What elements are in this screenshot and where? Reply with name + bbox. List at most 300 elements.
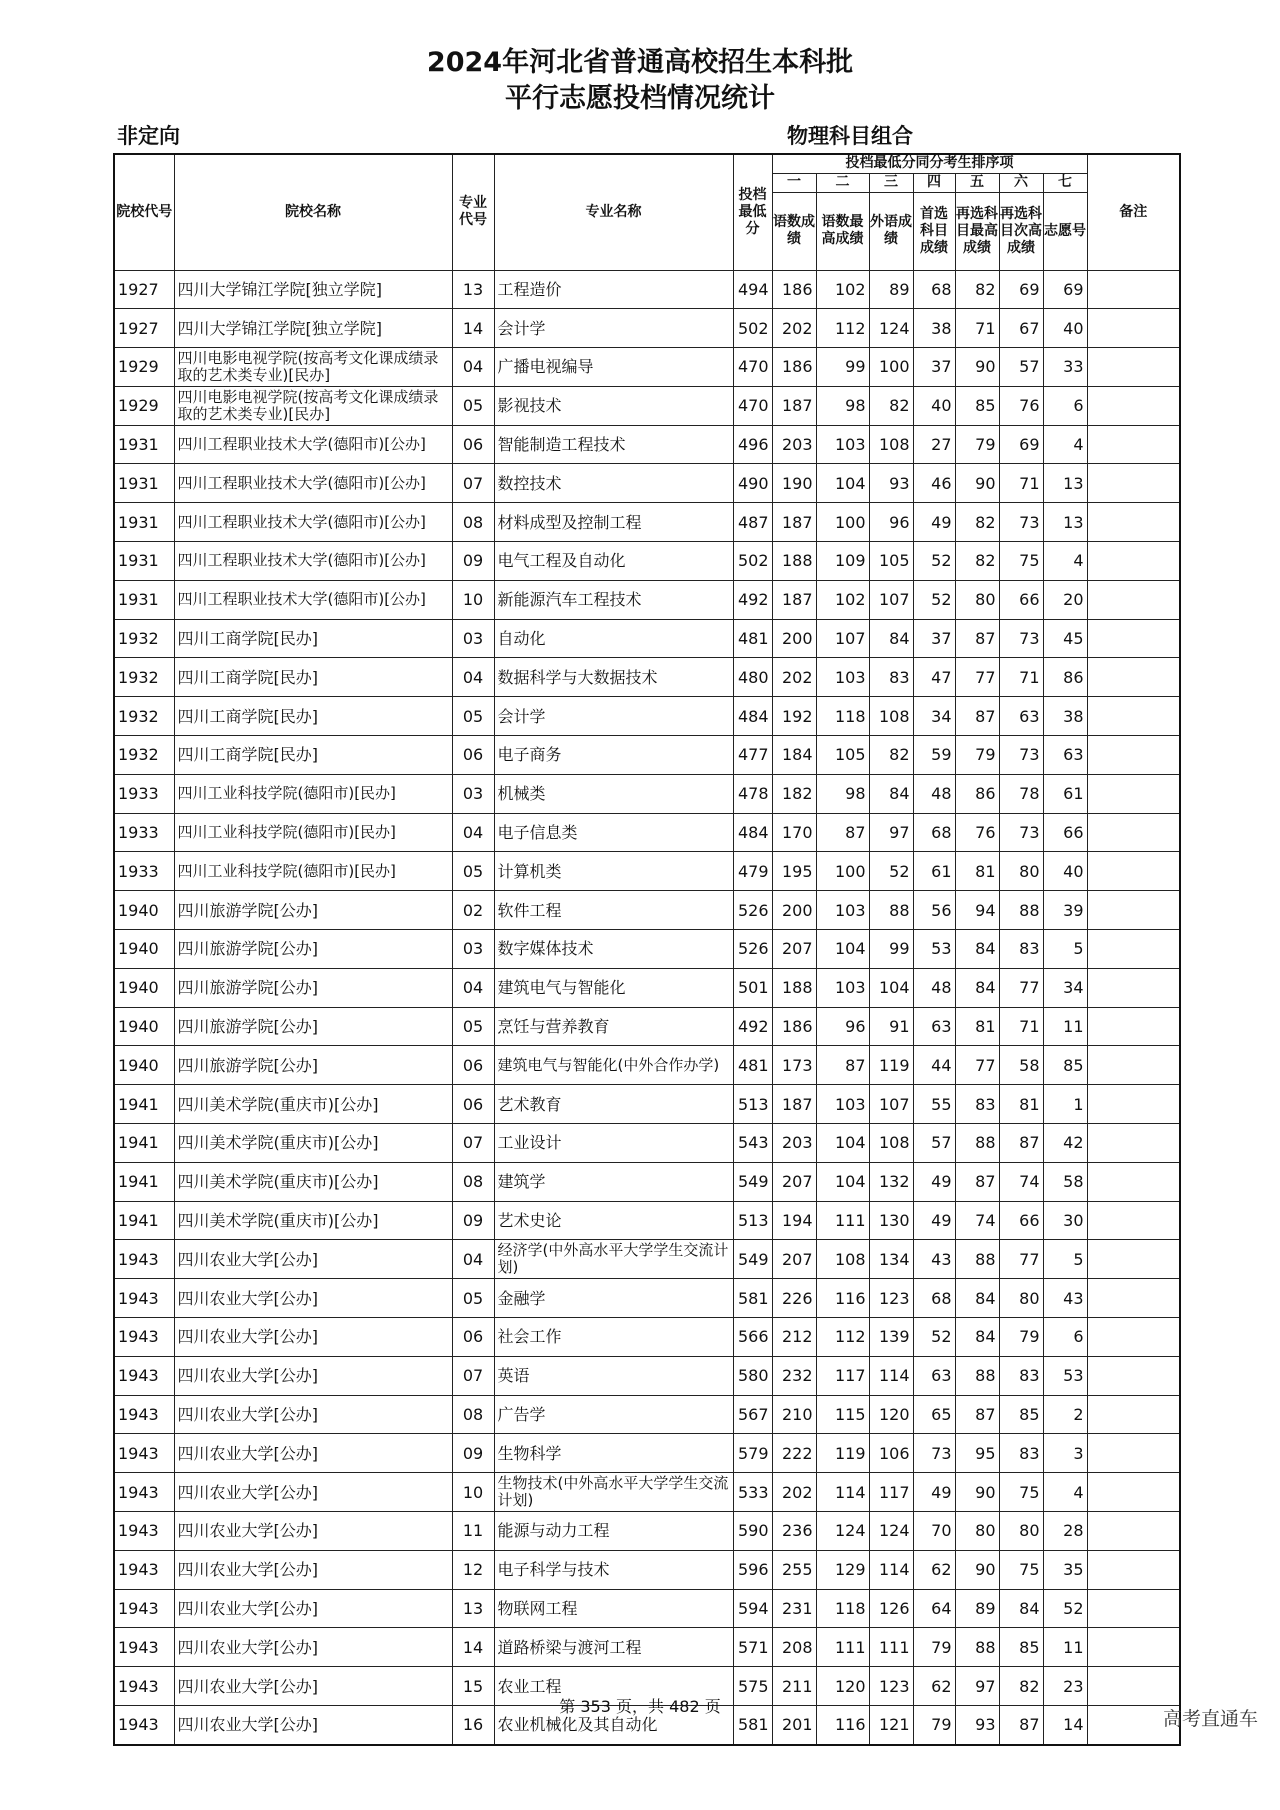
- table-row: [114, 891, 1180, 930]
- category-label: 非定向: [117, 124, 180, 148]
- cell-score-3: 111: [869, 1628, 913, 1667]
- cell-score-6: 71: [999, 1007, 1043, 1046]
- cell-school-code: 1941: [114, 1162, 174, 1201]
- cell-min-score: 481: [733, 619, 772, 658]
- cell-min-score: 513: [733, 1201, 772, 1240]
- cell-school-code: 1932: [114, 619, 174, 658]
- cell-major-name: 广告学: [494, 1395, 733, 1434]
- cell-school-name: 四川工商学院[民办]: [174, 619, 452, 658]
- cell-major-code: 07: [452, 1124, 494, 1163]
- cell-choice-no: 85: [1043, 1046, 1087, 1085]
- cell-score-1: 203: [772, 1124, 816, 1163]
- cell-score-2: 116: [816, 1705, 869, 1744]
- cell-remark: [1087, 658, 1180, 697]
- cell-school-name: 四川电影电视学院(按高考文化课成绩录取的艺术类专业)[民办]: [174, 348, 452, 387]
- cell-choice-no: 13: [1043, 503, 1087, 542]
- cell-score-5: 90: [955, 1550, 999, 1589]
- cell-score-4: 68: [913, 813, 955, 852]
- cell-major-code: 06: [452, 425, 494, 464]
- cell-score-2: 118: [816, 697, 869, 736]
- cell-score-3: 108: [869, 697, 913, 736]
- cell-choice-no: 58: [1043, 1162, 1087, 1201]
- cell-choice-no: 1: [1043, 1085, 1087, 1124]
- header-major-code: 专业代号: [452, 154, 494, 270]
- cell-major-code: 05: [452, 1007, 494, 1046]
- cell-score-5: 71: [955, 309, 999, 348]
- table-row: [114, 270, 1180, 309]
- cell-score-6: 77: [999, 968, 1043, 1007]
- cell-score-2: 102: [816, 270, 869, 309]
- cell-score-2: 102: [816, 580, 869, 619]
- cell-major-name: 数字媒体技术: [494, 930, 733, 969]
- cell-major-code: 03: [452, 774, 494, 813]
- cell-score-3: 124: [869, 1512, 913, 1551]
- cell-score-1: 232: [772, 1356, 816, 1395]
- cell-score-3: 82: [869, 736, 913, 775]
- table-row: [114, 503, 1180, 542]
- cell-min-score: 566: [733, 1318, 772, 1357]
- cell-major-code: 07: [452, 1356, 494, 1395]
- cell-score-6: 83: [999, 930, 1043, 969]
- cell-score-5: 90: [955, 464, 999, 503]
- header-min-score: 投档最低分: [733, 154, 772, 270]
- cell-score-5: 86: [955, 774, 999, 813]
- cell-score-5: 80: [955, 580, 999, 619]
- cell-score-5: 87: [955, 619, 999, 658]
- cell-score-2: 129: [816, 1550, 869, 1589]
- cell-min-score: 478: [733, 774, 772, 813]
- cell-score-4: 68: [913, 1279, 955, 1318]
- cell-score-5: 79: [955, 736, 999, 775]
- cell-major-code: 05: [452, 697, 494, 736]
- cell-score-6: 73: [999, 813, 1043, 852]
- cell-score-3: 96: [869, 503, 913, 542]
- cell-score-5: 81: [955, 852, 999, 891]
- cell-school-code: 1943: [114, 1318, 174, 1357]
- cell-school-name: 四川旅游学院[公办]: [174, 968, 452, 1007]
- cell-min-score: 480: [733, 658, 772, 697]
- cell-score-3: 104: [869, 968, 913, 1007]
- cell-major-name: 工程造价: [494, 270, 733, 309]
- cell-school-code: 1932: [114, 658, 174, 697]
- cell-score-2: 103: [816, 658, 869, 697]
- cell-major-name: 数据科学与大数据技术: [494, 658, 733, 697]
- cell-major-code: 12: [452, 1550, 494, 1589]
- cell-score-6: 75: [999, 1550, 1043, 1589]
- header-order: 五: [955, 173, 999, 192]
- cell-score-1: 208: [772, 1628, 816, 1667]
- cell-score-5: 90: [955, 348, 999, 387]
- cell-school-name: 四川农业大学[公办]: [174, 1279, 452, 1318]
- cell-score-6: 66: [999, 580, 1043, 619]
- cell-choice-no: 86: [1043, 658, 1087, 697]
- cell-major-code: 05: [452, 1279, 494, 1318]
- cell-min-score: 594: [733, 1589, 772, 1628]
- table-row: [114, 580, 1180, 619]
- cell-score-3: 123: [869, 1667, 913, 1706]
- cell-major-name: 英语: [494, 1356, 733, 1395]
- table-row: [114, 852, 1180, 891]
- cell-choice-no: 6: [1043, 1318, 1087, 1357]
- cell-score-3: 132: [869, 1162, 913, 1201]
- cell-score-4: 79: [913, 1705, 955, 1744]
- header-col: 语数最高成绩: [816, 192, 869, 270]
- cell-school-code: 1941: [114, 1201, 174, 1240]
- cell-school-code: 1943: [114, 1356, 174, 1395]
- cell-school-code: 1932: [114, 736, 174, 775]
- table-row: [114, 1473, 1180, 1512]
- cell-score-1: 173: [772, 1046, 816, 1085]
- cell-school-code: 1929: [114, 348, 174, 387]
- header-col: 志愿号: [1043, 192, 1087, 270]
- cell-score-6: 87: [999, 1124, 1043, 1163]
- cell-score-3: 107: [869, 580, 913, 619]
- cell-score-5: 83: [955, 1085, 999, 1124]
- cell-score-2: 115: [816, 1395, 869, 1434]
- cell-major-code: 05: [452, 852, 494, 891]
- cell-score-3: 123: [869, 1279, 913, 1318]
- cell-score-5: 84: [955, 930, 999, 969]
- cell-major-name: 生物科学: [494, 1434, 733, 1473]
- cell-score-3: 114: [869, 1550, 913, 1589]
- table-row: [114, 1589, 1180, 1628]
- cell-score-2: 104: [816, 1162, 869, 1201]
- cell-score-2: 103: [816, 891, 869, 930]
- cell-major-code: 05: [452, 386, 494, 425]
- cell-major-name: 电子信息类: [494, 813, 733, 852]
- cell-remark: [1087, 1434, 1180, 1473]
- cell-score-6: 73: [999, 619, 1043, 658]
- cell-min-score: 492: [733, 580, 772, 619]
- cell-min-score: 496: [733, 425, 772, 464]
- cell-school-name: 四川旅游学院[公办]: [174, 930, 452, 969]
- cell-score-3: 89: [869, 270, 913, 309]
- cell-score-1: 203: [772, 425, 816, 464]
- cell-remark: [1087, 1473, 1180, 1512]
- table-row: [114, 1434, 1180, 1473]
- cell-score-5: 87: [955, 1395, 999, 1434]
- cell-score-4: 44: [913, 1046, 955, 1085]
- cell-score-6: 75: [999, 542, 1043, 581]
- cell-score-2: 120: [816, 1667, 869, 1706]
- cell-min-score: 481: [733, 1046, 772, 1085]
- cell-score-5: 74: [955, 1201, 999, 1240]
- cell-score-3: 124: [869, 309, 913, 348]
- cell-score-4: 68: [913, 270, 955, 309]
- cell-score-6: 75: [999, 1473, 1043, 1512]
- cell-min-score: 533: [733, 1473, 772, 1512]
- cell-choice-no: 2: [1043, 1395, 1087, 1434]
- cell-school-name: 四川农业大学[公办]: [174, 1550, 452, 1589]
- cell-score-1: 187: [772, 1085, 816, 1124]
- cell-school-name: 四川农业大学[公办]: [174, 1240, 452, 1279]
- header-col: 再选科目次高成绩: [999, 192, 1043, 270]
- cell-choice-no: 4: [1043, 542, 1087, 581]
- cell-school-name: 四川美术学院(重庆市)[公办]: [174, 1162, 452, 1201]
- cell-school-name: 四川农业大学[公办]: [174, 1628, 452, 1667]
- cell-remark: [1087, 1201, 1180, 1240]
- cell-school-name: 四川工程职业技术大学(德阳市)[公办]: [174, 425, 452, 464]
- cell-min-score: 502: [733, 542, 772, 581]
- cell-score-3: 82: [869, 386, 913, 425]
- header-order: 七: [1043, 173, 1087, 192]
- cell-remark: [1087, 1628, 1180, 1667]
- header-rank-group: 投档最低分同分考生排序项: [772, 154, 1087, 173]
- cell-min-score: 581: [733, 1705, 772, 1744]
- header-col: 首选科目成绩: [913, 192, 955, 270]
- cell-major-name: 智能制造工程技术: [494, 425, 733, 464]
- cell-score-2: 109: [816, 542, 869, 581]
- cell-remark: [1087, 968, 1180, 1007]
- cell-school-name: 四川农业大学[公办]: [174, 1395, 452, 1434]
- cell-score-5: 79: [955, 425, 999, 464]
- cell-score-3: 106: [869, 1434, 913, 1473]
- cell-score-3: 52: [869, 852, 913, 891]
- header-school-name: 院校名称: [174, 154, 452, 270]
- table-row: [114, 1085, 1180, 1124]
- cell-major-code: 04: [452, 348, 494, 387]
- cell-school-code: 1941: [114, 1124, 174, 1163]
- cell-score-4: 34: [913, 697, 955, 736]
- cell-school-name: 四川大学锦江学院[独立学院]: [174, 270, 452, 309]
- cell-score-3: 108: [869, 425, 913, 464]
- cell-score-2: 114: [816, 1473, 869, 1512]
- cell-school-code: 1931: [114, 425, 174, 464]
- cell-choice-no: 39: [1043, 891, 1087, 930]
- cell-school-name: 四川工程职业技术大学(德阳市)[公办]: [174, 464, 452, 503]
- cell-score-6: 63: [999, 697, 1043, 736]
- cell-school-code: 1932: [114, 697, 174, 736]
- cell-score-4: 56: [913, 891, 955, 930]
- cell-score-3: 84: [869, 774, 913, 813]
- cell-score-3: 107: [869, 1085, 913, 1124]
- cell-school-name: 四川工商学院[民办]: [174, 658, 452, 697]
- cell-choice-no: 30: [1043, 1201, 1087, 1240]
- cell-min-score: 501: [733, 968, 772, 1007]
- cell-score-4: 63: [913, 1007, 955, 1046]
- cell-min-score: 579: [733, 1434, 772, 1473]
- cell-min-score: 549: [733, 1240, 772, 1279]
- cell-score-6: 57: [999, 348, 1043, 387]
- cell-score-1: 187: [772, 503, 816, 542]
- cell-score-5: 84: [955, 968, 999, 1007]
- cell-remark: [1087, 619, 1180, 658]
- cell-score-3: 117: [869, 1473, 913, 1512]
- cell-major-name: 电子商务: [494, 736, 733, 775]
- cell-school-code: 1929: [114, 386, 174, 425]
- cell-score-5: 88: [955, 1356, 999, 1395]
- table-row: [114, 1550, 1180, 1589]
- cell-score-5: 82: [955, 503, 999, 542]
- header-remark: 备注: [1087, 154, 1180, 270]
- cell-score-1: 202: [772, 1473, 816, 1512]
- cell-major-name: 生物技术(中外高水平大学学生交流计划): [494, 1473, 733, 1512]
- cell-score-1: 192: [772, 697, 816, 736]
- cell-school-name: 四川工业科技学院(德阳市)[民办]: [174, 813, 452, 852]
- cell-min-score: 567: [733, 1395, 772, 1434]
- cell-choice-no: 38: [1043, 697, 1087, 736]
- page-number: 第 353 页，共 482 页: [559, 1697, 721, 1716]
- cell-score-4: 65: [913, 1395, 955, 1434]
- cell-score-1: 202: [772, 658, 816, 697]
- header-col: 语数成绩: [772, 192, 816, 270]
- cell-score-5: 84: [955, 1279, 999, 1318]
- cell-score-4: 59: [913, 736, 955, 775]
- cell-school-name: 四川美术学院(重庆市)[公办]: [174, 1201, 452, 1240]
- cell-score-1: 207: [772, 1240, 816, 1279]
- cell-school-code: 1943: [114, 1667, 174, 1706]
- cell-major-code: 04: [452, 1240, 494, 1279]
- cell-school-name: 四川工业科技学院(德阳市)[民办]: [174, 852, 452, 891]
- cell-score-2: 119: [816, 1434, 869, 1473]
- cell-major-name: 软件工程: [494, 891, 733, 930]
- cell-score-1: 194: [772, 1201, 816, 1240]
- cell-major-code: 14: [452, 309, 494, 348]
- cell-score-1: 201: [772, 1705, 816, 1744]
- cell-score-6: 73: [999, 503, 1043, 542]
- cell-score-5: 84: [955, 1318, 999, 1357]
- cell-school-name: 四川工程职业技术大学(德阳市)[公办]: [174, 542, 452, 581]
- cell-choice-no: 52: [1043, 1589, 1087, 1628]
- cell-score-3: 84: [869, 619, 913, 658]
- cell-major-name: 农业机械化及其自动化: [494, 1705, 733, 1744]
- cell-min-score: 526: [733, 891, 772, 930]
- cell-remark: [1087, 1240, 1180, 1279]
- cell-min-score: 513: [733, 1085, 772, 1124]
- cell-school-name: 四川农业大学[公办]: [174, 1512, 452, 1551]
- cell-score-5: 77: [955, 658, 999, 697]
- cell-major-name: 计算机类: [494, 852, 733, 891]
- table-row: [114, 542, 1180, 581]
- cell-min-score: 502: [733, 309, 772, 348]
- cell-score-3: 126: [869, 1589, 913, 1628]
- cell-score-6: 71: [999, 658, 1043, 697]
- cell-major-code: 06: [452, 1085, 494, 1124]
- cell-score-5: 82: [955, 270, 999, 309]
- table-row: [114, 1046, 1180, 1085]
- cell-score-3: 93: [869, 464, 913, 503]
- cell-score-4: 70: [913, 1512, 955, 1551]
- cell-major-code: 16: [452, 1705, 494, 1744]
- cell-score-1: 211: [772, 1667, 816, 1706]
- header-school-code: 院校代号: [114, 154, 174, 270]
- cell-major-name: 会计学: [494, 697, 733, 736]
- cell-min-score: 477: [733, 736, 772, 775]
- cell-score-1: 202: [772, 309, 816, 348]
- cell-remark: [1087, 813, 1180, 852]
- cell-major-name: 电气工程及自动化: [494, 542, 733, 581]
- cell-score-3: 83: [869, 658, 913, 697]
- cell-score-6: 77: [999, 1240, 1043, 1279]
- cell-score-6: 85: [999, 1395, 1043, 1434]
- cell-score-5: 90: [955, 1473, 999, 1512]
- cell-school-name: 四川旅游学院[公办]: [174, 1046, 452, 1085]
- cell-score-2: 100: [816, 852, 869, 891]
- cell-school-name: 四川农业大学[公办]: [174, 1667, 452, 1706]
- cell-school-name: 四川大学锦江学院[独立学院]: [174, 309, 452, 348]
- table-row: [114, 1162, 1180, 1201]
- cell-min-score: 526: [733, 930, 772, 969]
- cell-score-6: 88: [999, 891, 1043, 930]
- cell-school-name: 四川美术学院(重庆市)[公办]: [174, 1085, 452, 1124]
- table-row: [114, 774, 1180, 813]
- table-row: [114, 968, 1180, 1007]
- cell-score-5: 85: [955, 386, 999, 425]
- cell-choice-no: 3: [1043, 1434, 1087, 1473]
- cell-score-2: 87: [816, 1046, 869, 1085]
- cell-school-name: 四川旅游学院[公办]: [174, 1007, 452, 1046]
- cell-score-6: 74: [999, 1162, 1043, 1201]
- cell-major-name: 艺术教育: [494, 1085, 733, 1124]
- cell-score-3: 139: [869, 1318, 913, 1357]
- cell-score-2: 104: [816, 1124, 869, 1163]
- cell-major-code: 09: [452, 1434, 494, 1473]
- cell-major-code: 02: [452, 891, 494, 930]
- cell-major-name: 建筑电气与智能化(中外合作办学): [494, 1046, 733, 1085]
- cell-school-code: 1927: [114, 309, 174, 348]
- table-row: [114, 1240, 1180, 1279]
- cell-score-5: 94: [955, 891, 999, 930]
- cell-remark: [1087, 1046, 1180, 1085]
- cell-remark: [1087, 1356, 1180, 1395]
- cell-score-1: 207: [772, 1162, 816, 1201]
- cell-score-6: 67: [999, 309, 1043, 348]
- table-row: [114, 1007, 1180, 1046]
- cell-score-2: 111: [816, 1628, 869, 1667]
- cell-major-name: 机械类: [494, 774, 733, 813]
- cell-school-name: 四川工程职业技术大学(德阳市)[公办]: [174, 580, 452, 619]
- cell-choice-no: 61: [1043, 774, 1087, 813]
- cell-score-3: 119: [869, 1046, 913, 1085]
- cell-major-code: 03: [452, 930, 494, 969]
- cell-score-1: 200: [772, 891, 816, 930]
- cell-score-3: 105: [869, 542, 913, 581]
- cell-score-4: 37: [913, 619, 955, 658]
- cell-school-code: 1943: [114, 1240, 174, 1279]
- cell-school-name: 四川工业科技学院(德阳市)[民办]: [174, 774, 452, 813]
- cell-score-1: 236: [772, 1512, 816, 1551]
- cell-choice-no: 35: [1043, 1550, 1087, 1589]
- cell-remark: [1087, 697, 1180, 736]
- header-order: 六: [999, 173, 1043, 192]
- cell-choice-no: 11: [1043, 1007, 1087, 1046]
- cell-school-code: 1940: [114, 1007, 174, 1046]
- cell-school-code: 1927: [114, 270, 174, 309]
- cell-major-code: 08: [452, 1162, 494, 1201]
- cell-major-code: 13: [452, 1589, 494, 1628]
- cell-score-4: 52: [913, 580, 955, 619]
- cell-choice-no: 45: [1043, 619, 1087, 658]
- cell-choice-no: 34: [1043, 968, 1087, 1007]
- cell-major-code: 07: [452, 464, 494, 503]
- cell-score-4: 63: [913, 1356, 955, 1395]
- cell-choice-no: 43: [1043, 1279, 1087, 1318]
- cell-major-name: 物联网工程: [494, 1589, 733, 1628]
- cell-score-6: 69: [999, 270, 1043, 309]
- cell-min-score: 490: [733, 464, 772, 503]
- cell-score-6: 82: [999, 1667, 1043, 1706]
- cell-min-score: 494: [733, 270, 772, 309]
- cell-choice-no: 53: [1043, 1356, 1087, 1395]
- cell-score-2: 112: [816, 309, 869, 348]
- cell-score-4: 48: [913, 774, 955, 813]
- cell-major-code: 09: [452, 542, 494, 581]
- cell-major-code: 03: [452, 619, 494, 658]
- cell-score-2: 124: [816, 1512, 869, 1551]
- cell-major-code: 15: [452, 1667, 494, 1706]
- cell-major-code: 13: [452, 270, 494, 309]
- cell-remark: [1087, 464, 1180, 503]
